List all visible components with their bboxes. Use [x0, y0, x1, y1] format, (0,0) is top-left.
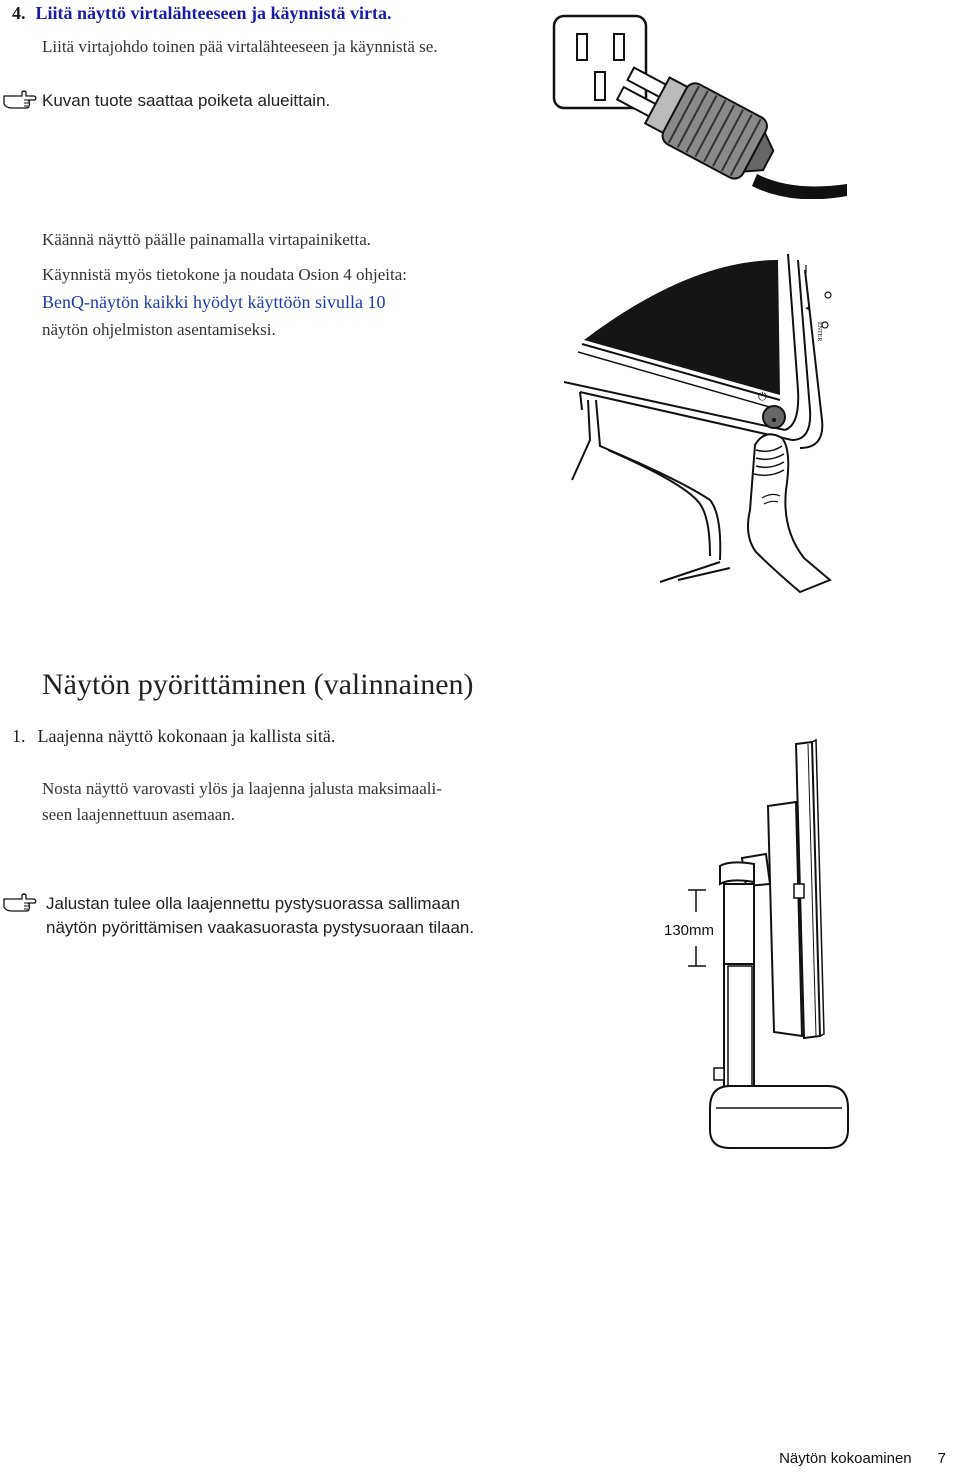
extend-stand-text-line-1: Nosta näyttö varovasti ylös ja laajenna jalusta maksimaali-: [42, 779, 442, 798]
power-plug-illustration: [552, 14, 852, 203]
note-product-variance: Kuvan tuote saattaa poiketa alueittain.: [42, 91, 331, 110]
section-title: Näytön pyörittäminen (valinnainen): [42, 668, 474, 701]
monitor-side-view-illustration: [650, 736, 880, 1160]
note-stand-extension-line-1: Jalustan tulee olla laajennettu pystysuorassa sallimaan: [46, 894, 460, 913]
page-number: 7: [937, 1450, 946, 1467]
svg-text:◄: ◄: [804, 306, 810, 312]
dimension-label: 130mm: [664, 922, 715, 939]
computer-start-instruction: Käynnistä myös tietokone ja noudata Osion 4 ohjeita:: [42, 265, 407, 284]
step-1-heading: [12, 726, 335, 747]
enter-button-label: ENTER: [816, 322, 822, 342]
extend-stand-text-line-2: seen laajennettuun asemaan.: [42, 805, 236, 824]
software-install-instruction: näytön ohjelmiston asentamiseksi.: [42, 320, 276, 339]
step-4-text: Liitä virtajohdo toinen pää virtalähteeseen ja käynnistä se.: [42, 37, 438, 56]
step-number: 1.: [12, 726, 26, 746]
footer-section-name: Näytön kokoaminen: [779, 1450, 912, 1467]
page-footer: [779, 1450, 946, 1467]
cross-reference-link[interactable]: BenQ-näytön kaikki hyödyt käyttöön sivulla 10: [42, 292, 386, 312]
pointing-hand-icon: [2, 891, 38, 917]
step-heading-text: Laajenna näyttö kokonaan ja kallista sitä.: [37, 726, 336, 746]
step-number: 4.: [12, 3, 26, 23]
monitor-power-button-illustration: [560, 240, 860, 604]
note-stand-extension-line-2: näytön pyörittämisen vaakasuorasta pystysuoraan tilaan.: [46, 918, 475, 937]
step-4-heading: [12, 3, 391, 24]
pointing-hand-icon: [2, 88, 38, 114]
power-symbol-icon: ⏻: [758, 390, 767, 403]
step-heading-text: Liitä näyttö virtalähteeseen ja käynnistä virta.: [35, 3, 392, 23]
power-on-instruction: Käännä näyttö päälle painamalla virtapainiketta.: [42, 230, 371, 249]
